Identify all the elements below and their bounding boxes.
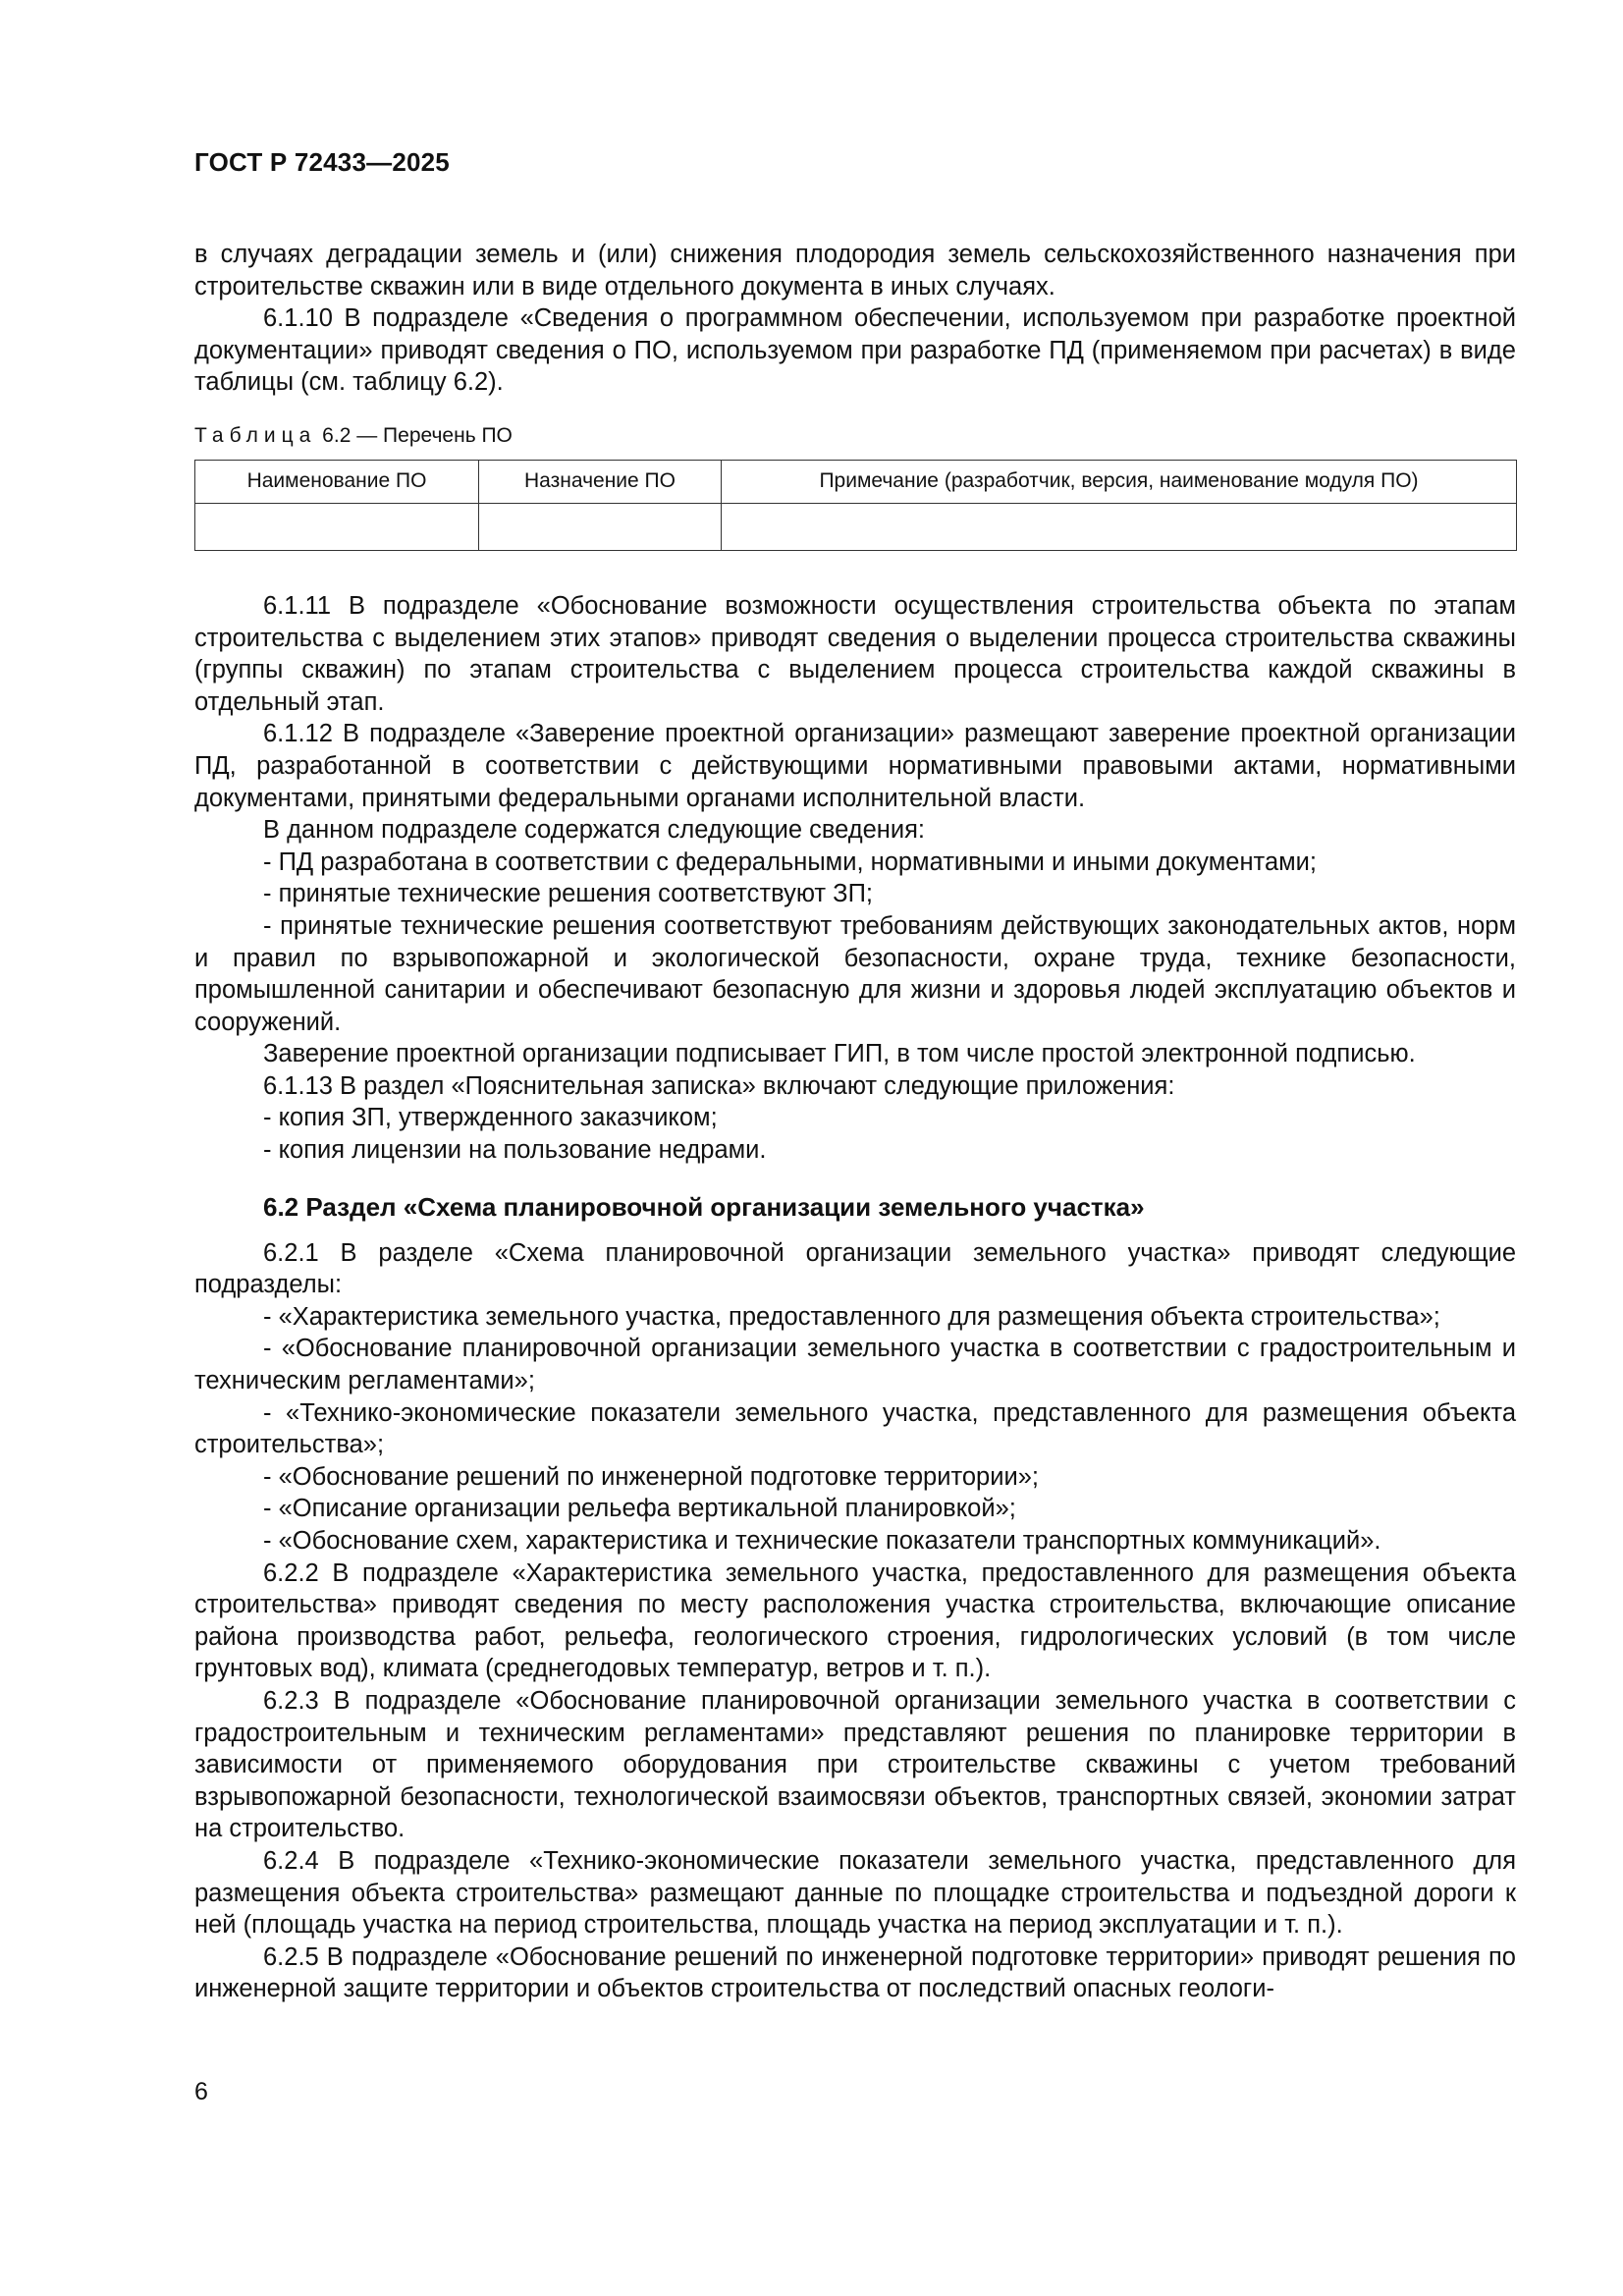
paragraph: 6.2.2 В подразделе «Характеристика земельного участка, предоставленного для размещения объекта строительства» приводят сведения по месту расположения участка строительства, включающие описание района производства работ, рельефа, геологического строения, гидрологических условий (в том числе грунтовых вод), климата (среднегодовых температур, ветров и т. п.). — [194, 1558, 1516, 1683]
list-item: - копия лицензии на пользование недрами. — [263, 1136, 767, 1165]
paragraph: 6.1.10 В подразделе «Сведения о программном обеспечении, используемом при разработке проектной документации» приводят сведения о ПО, используемом при разработке ПД (применяемом при расчетах) в виде таблицы (см. таблицу 6.2). — [194, 304, 1516, 397]
document-page — [194, 147, 1516, 2005]
table-caption — [194, 424, 1516, 448]
table-header-row — [195, 460, 1517, 503]
paragraph: 6.1.11 В подразделе «Обоснование возможности осуществления строительства объекта по этапам строительства с выделением этих этапов» приводят сведения о выделении процесса строительства скважины (группы скважин) по этапам строительства с выделением процесса строительства каждой скважины в отдельный этап. — [194, 591, 1516, 716]
paragraph: 6.2.3 В подразделе «Обоснование планировочной организации земельного участка в соответствии с градостроительным и техническим регламентами» представляют решения по планировке территории в зависимости от применяемого оборудования при строительстве скважины с учетом требований взрывопожарной безопасности, технологической взаимосвязи объектов, транспортных связей, экономии затрат на строительство. — [194, 1686, 1516, 1843]
table-header-cell: Назначение ПО — [479, 460, 722, 503]
software-table — [194, 460, 1517, 551]
paragraph: 6.2.1 В разделе «Схема планировочной организации земельного участка» приводят следующие подразделы: — [194, 1238, 1516, 1299]
section-heading: 6.2 Раздел «Схема планировочной организации земельного участка» — [263, 1191, 1145, 1222]
table-cell — [479, 503, 722, 550]
paragraph: В данном подразделе содержатся следующие сведения: — [263, 816, 926, 845]
list-item: - «Характеристика земельного участка, предоставленного для размещения объекта строительства»; — [263, 1302, 1440, 1331]
document-id: ГОСТ Р 72433—2025 — [194, 147, 450, 177]
table-header-cell: Наименование ПО — [195, 460, 479, 503]
paragraph: в случаях деградации земель и (или) снижения плодородия земель сельскохозяйственного назначения при строительстве скважин или в виде отдельного документа в иных случаях. — [194, 241, 1516, 301]
paragraph: Заверение проектной организации подписывает ГИП, в том числе простой электронной подписью. — [263, 1040, 1416, 1068]
table-caption-text: 6.2 — Перечень ПО — [316, 423, 513, 447]
paragraph: 6.1.12 В подразделе «Заверение проектной организации» размещают заверение проектной организации ПД, разработанной в соответствии с действующими нормативными правовыми актами, нормативными документами, принятыми федеральными органами исполнительной власти. — [194, 720, 1516, 812]
list-item: - «Технико-экономические показатели земельного участка, представленного для размещения объекта строительства»; — [194, 1398, 1516, 1459]
table-row — [195, 503, 1517, 550]
paragraph: 6.2.5 В подразделе «Обоснование решений по инженерной подготовке территории» приводят решения по инженерной защите территории и объектов строительства от последствий опасных геологи- — [194, 1942, 1516, 2003]
list-item: - копия ЗП, утвержденного заказчиком; — [263, 1104, 718, 1132]
page-number: 6 — [194, 2078, 208, 2105]
list-item: - «Обоснование схем, характеристика и технические показатели транспортных коммуникаций». — [263, 1527, 1381, 1555]
table-header-cell: Примечание (разработчик, версия, наименование модуля ПО) — [722, 460, 1517, 503]
table-caption-word: Таблица — [194, 423, 317, 447]
table-cell — [722, 503, 1517, 550]
table-cell — [195, 503, 479, 550]
list-item: - «Описание организации рельефа вертикальной планировкой»; — [263, 1495, 1016, 1523]
list-item: - принятые технические решения соответствуют ЗП; — [263, 880, 873, 908]
paragraph: 6.2.4 В подразделе «Технико-экономические показатели земельного участка, представленного для размещения объекта строительства» размещают данные по площадке строительства и подъездной дороги к ней (площадь участка на период строительства, площадь участка на период эксплуатации и т. п.). — [194, 1846, 1516, 1940]
list-item: - ПД разработана в соответствии с федеральными, нормативными и иными документами; — [263, 847, 1317, 876]
list-item: - «Обоснование решений по инженерной подготовке территории»; — [263, 1462, 1039, 1491]
paragraph: 6.1.13 В раздел «Пояснительная записка» включают следующие приложения: — [263, 1071, 1175, 1100]
list-item: - «Обоснование планировочной организации земельного участка в соответствии с градостроительным и техническим регламентами»; — [194, 1335, 1516, 1395]
list-item: - принятые технические решения соответствуют требованиям действующих законодательных актов, норм и правил по взрывопожарной и экологической безопасности, охране труда, технике безопасности, промышленной санитарии и обеспечивают безопасную для жизни и здоровья людей эксплуатацию объектов и сооружений. — [194, 911, 1516, 1036]
